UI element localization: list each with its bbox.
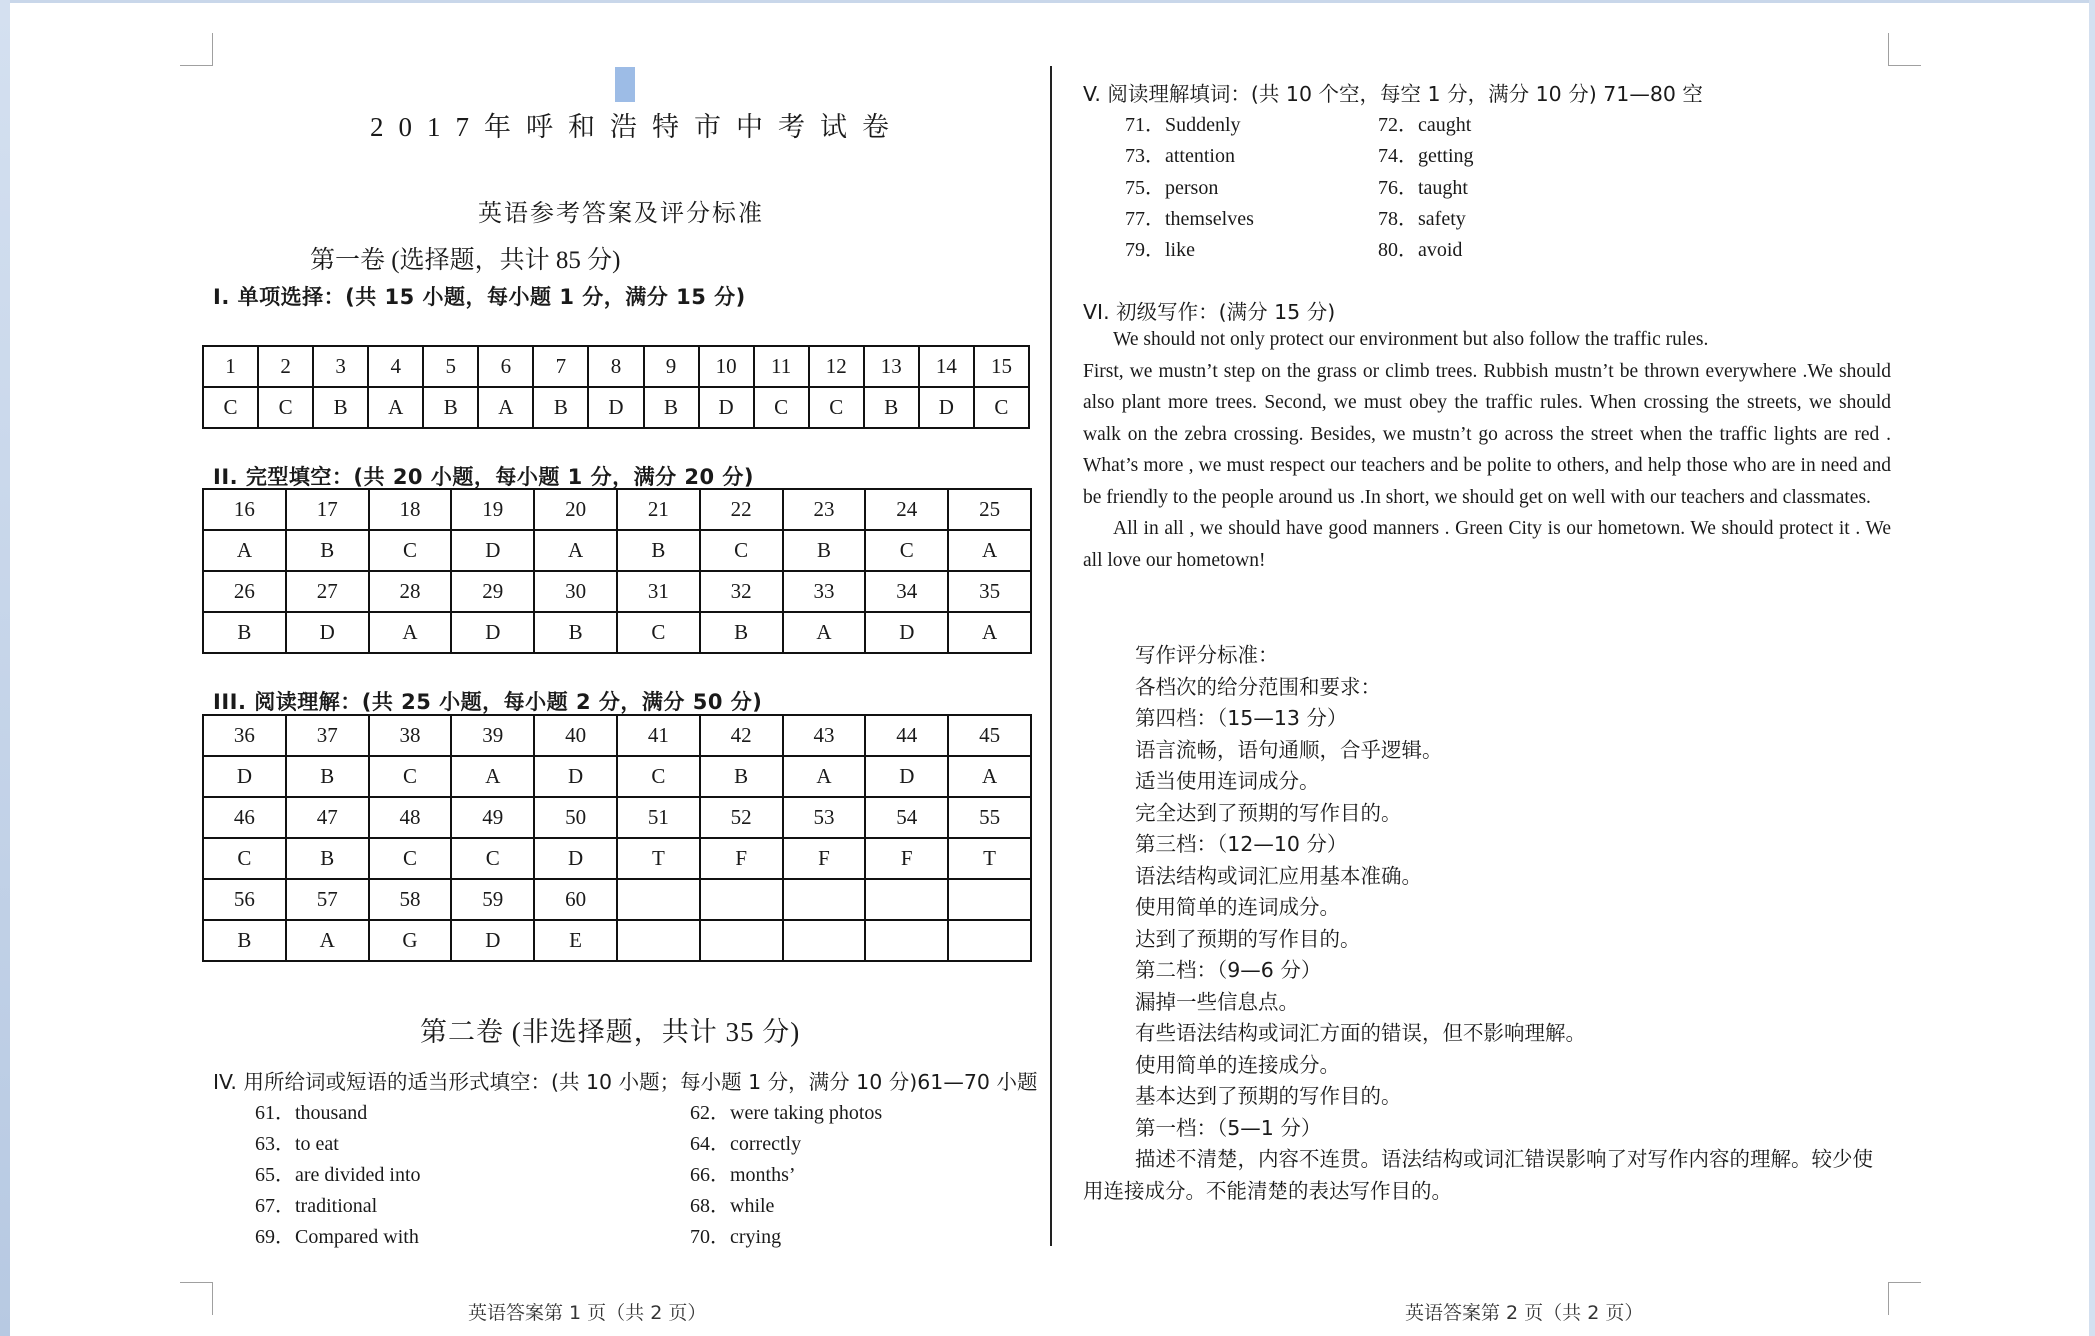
list-item: 70．crying bbox=[690, 1226, 782, 1248]
list-item: 80．avoid bbox=[1378, 239, 1463, 261]
criteria-line: 第一档：（5—1 分） bbox=[1135, 1115, 1322, 1140]
table-row bbox=[203, 879, 1031, 920]
list-item: 77．themselves bbox=[1125, 208, 1254, 230]
table-row bbox=[203, 387, 1029, 428]
table-cell: D bbox=[451, 612, 534, 653]
table-cell: C bbox=[369, 838, 452, 879]
table-cell: 24 bbox=[865, 489, 948, 530]
criteria-line: 语法结构或词汇应用基本准确。 bbox=[1135, 863, 1422, 888]
table-cell: G bbox=[369, 920, 452, 961]
table-cell bbox=[865, 920, 948, 961]
criteria-line: 使用简单的连接成分。 bbox=[1135, 1052, 1340, 1077]
table-cell: C bbox=[974, 387, 1029, 428]
table-cell: 2 bbox=[258, 346, 313, 387]
table-cell: 1 bbox=[203, 346, 258, 387]
table-cell: 53 bbox=[783, 797, 866, 838]
model-essay bbox=[1083, 324, 1891, 576]
table-cell: C bbox=[700, 530, 783, 571]
table-cell: 5 bbox=[423, 346, 478, 387]
table-cell: C bbox=[865, 530, 948, 571]
table-cell: B bbox=[700, 612, 783, 653]
table-cell: C bbox=[617, 612, 700, 653]
section-six-heading: VI. 初级写作：(满分 15 分) bbox=[1083, 300, 1336, 324]
table-cell: A bbox=[948, 612, 1031, 653]
table-cell: 26 bbox=[203, 571, 286, 612]
table-cell: 25 bbox=[948, 489, 1031, 530]
table-cell: B bbox=[644, 387, 699, 428]
table-cell: 18 bbox=[369, 489, 452, 530]
table-cell: 47 bbox=[286, 797, 369, 838]
table-cell: 35 bbox=[948, 571, 1031, 612]
table-cell: B bbox=[700, 756, 783, 797]
table-cell: D bbox=[286, 612, 369, 653]
table-cell: 6 bbox=[478, 346, 533, 387]
table-cell: 60 bbox=[534, 879, 617, 920]
list-item: 79．like bbox=[1125, 239, 1195, 261]
crop-mark-bottom-right bbox=[1888, 1282, 1921, 1315]
crop-mark-top-left bbox=[180, 33, 213, 66]
table-cell: 19 bbox=[451, 489, 534, 530]
table-cell: A bbox=[451, 756, 534, 797]
table-cell: B bbox=[313, 387, 368, 428]
table-cell: B bbox=[864, 387, 919, 428]
table-cell bbox=[700, 920, 783, 961]
table-cell: B bbox=[286, 756, 369, 797]
list-item: 76．taught bbox=[1378, 177, 1468, 199]
window-right-edge bbox=[2089, 0, 2095, 1336]
table-cell: T bbox=[948, 838, 1031, 879]
table-cell: C bbox=[258, 387, 313, 428]
table-row bbox=[203, 612, 1031, 653]
table-cell: 33 bbox=[783, 571, 866, 612]
table-cell: D bbox=[865, 756, 948, 797]
criteria-line: 完全达到了预期的写作目的。 bbox=[1135, 800, 1402, 825]
section-two-heading: II. 完型填空：(共 20 小题，每小题 1 分，满分 20 分) bbox=[213, 465, 755, 489]
list-item: 72．caught bbox=[1378, 114, 1472, 136]
table-cell: 21 bbox=[617, 489, 700, 530]
table-cell: B bbox=[203, 920, 286, 961]
table-cell: 40 bbox=[534, 715, 617, 756]
table-cell: B bbox=[783, 530, 866, 571]
table-cell: 45 bbox=[948, 715, 1031, 756]
window-left-edge bbox=[0, 0, 10, 1336]
table-cell: B bbox=[533, 387, 588, 428]
table-cell: A bbox=[478, 387, 533, 428]
section-one-heading: I. 单项选择：(共 15 小题，每小题 1 分，满分 15 分) bbox=[213, 285, 746, 309]
table-cell bbox=[865, 879, 948, 920]
list-item: 75．person bbox=[1125, 177, 1219, 199]
criteria-line: 第四档：（15—13 分） bbox=[1135, 706, 1348, 730]
table-cell: 52 bbox=[700, 797, 783, 838]
table-cell: C bbox=[754, 387, 809, 428]
crop-mark-bottom-left bbox=[180, 1282, 213, 1315]
table-cell: 11 bbox=[754, 346, 809, 387]
table-cell: 17 bbox=[286, 489, 369, 530]
section-five-heading: V. 阅读理解填词：(共 10 个空，每空 1 分，满分 10 分) 71—80 空 bbox=[1083, 82, 1703, 106]
table-cell: B bbox=[617, 530, 700, 571]
criteria-line: 第三档：（12—10 分） bbox=[1135, 832, 1348, 856]
table-cell: A bbox=[783, 612, 866, 653]
table-cell bbox=[617, 920, 700, 961]
table-cell: B bbox=[286, 530, 369, 571]
table-cell: 58 bbox=[369, 879, 452, 920]
table-cell: D bbox=[588, 387, 643, 428]
table-cell: 55 bbox=[948, 797, 1031, 838]
criteria-line: 有些语法结构或词汇方面的错误，但不影响理解。 bbox=[1135, 1021, 1586, 1045]
table-cell bbox=[783, 879, 866, 920]
table-cell: F bbox=[865, 838, 948, 879]
table-cell: 41 bbox=[617, 715, 700, 756]
table-cell: E bbox=[534, 920, 617, 961]
table-cell: B bbox=[286, 838, 369, 879]
table-row bbox=[203, 797, 1031, 838]
section-three-heading: III. 阅读理解：(共 25 小题，每小题 2 分，满分 50 分) bbox=[213, 690, 763, 714]
table-cell: 9 bbox=[644, 346, 699, 387]
criteria-line: 写作评分标准： bbox=[1135, 643, 1279, 667]
table-cell: D bbox=[534, 756, 617, 797]
table-cell: B bbox=[423, 387, 478, 428]
criteria-line: 各档次的给分范围和要求： bbox=[1135, 674, 1381, 699]
criteria-line: 描述不清楚，内容不连贯。语法结构或词汇错误影响了对写作内容的理解。较少使用连接成分。不能清楚的表达写作目的。 bbox=[1083, 1147, 1873, 1203]
table-cell: 29 bbox=[451, 571, 534, 612]
table-cell: F bbox=[700, 838, 783, 879]
table-cell: 15 bbox=[974, 346, 1029, 387]
table-cell: C bbox=[369, 530, 452, 571]
table-cell: 56 bbox=[203, 879, 286, 920]
table-cell: C bbox=[451, 838, 534, 879]
table-cell bbox=[783, 920, 866, 961]
table-cell: 23 bbox=[783, 489, 866, 530]
criteria-line: 达到了预期的写作目的。 bbox=[1135, 926, 1361, 951]
list-item: 69．Compared with bbox=[255, 1226, 419, 1248]
exam-subtitle: 英语参考答案及评分标准 bbox=[478, 201, 764, 227]
window-top-edge bbox=[0, 0, 2095, 3]
table-cell: 51 bbox=[617, 797, 700, 838]
table-cell: B bbox=[203, 612, 286, 653]
table-cell: 36 bbox=[203, 715, 286, 756]
table-cell: B bbox=[534, 612, 617, 653]
table-cell: T bbox=[617, 838, 700, 879]
table-cell bbox=[617, 879, 700, 920]
table-cell: A bbox=[286, 920, 369, 961]
table-cell: 10 bbox=[699, 346, 754, 387]
table-cell: D bbox=[534, 838, 617, 879]
table-cell: 27 bbox=[286, 571, 369, 612]
exam-title: 2017年呼和浩特市中考试卷 bbox=[370, 112, 904, 142]
page-two-footer: 英语答案第 2 页（共 2 页） bbox=[1405, 1302, 1644, 1324]
table-cell: D bbox=[919, 387, 974, 428]
table-cell: 34 bbox=[865, 571, 948, 612]
section-one-answer-table bbox=[202, 345, 1030, 429]
criteria-line: 适当使用连词成分。 bbox=[1135, 769, 1320, 793]
table-cell: C bbox=[203, 838, 286, 879]
table-cell: A bbox=[203, 530, 286, 571]
table-cell: 38 bbox=[369, 715, 452, 756]
table-cell: C bbox=[617, 756, 700, 797]
list-item: 68．while bbox=[690, 1195, 775, 1217]
table-cell: A bbox=[534, 530, 617, 571]
essay-paragraph: First, we mustn’t step on the grass or climb trees. Rubbish mustn’t be thrown everywhere .We should also plant more trees. Second, we must obey the traffic rules. When crossing the streets, we should walk on the zebra crossing. Besides, we mustn’t go across the street when the traffic lights are red . What’s more , we must respect our teachers and be polite to others, and help those who are in need and be friendly to the people around us .In short, we should get on well with our teachers and classmates. bbox=[1083, 360, 1891, 508]
text-cursor-selection[interactable] bbox=[615, 67, 635, 102]
table-cell: 4 bbox=[368, 346, 423, 387]
list-item: 67．traditional bbox=[255, 1195, 378, 1217]
list-item: 73．attention bbox=[1125, 145, 1235, 167]
criteria-line: 漏掉一些信息点。 bbox=[1135, 989, 1299, 1014]
table-cell: 28 bbox=[369, 571, 452, 612]
table-cell: 59 bbox=[451, 879, 534, 920]
table-row bbox=[203, 489, 1031, 530]
writing-criteria bbox=[1083, 640, 1893, 1207]
table-cell: D bbox=[451, 530, 534, 571]
table-cell: A bbox=[948, 530, 1031, 571]
section-three-answer-table bbox=[202, 714, 1032, 962]
table-cell: 48 bbox=[369, 797, 452, 838]
table-row bbox=[203, 756, 1031, 797]
table-row bbox=[203, 346, 1029, 387]
list-item: 78．safety bbox=[1378, 208, 1466, 230]
criteria-line: 语言流畅，语句通顺，合乎逻辑。 bbox=[1135, 737, 1443, 762]
table-cell: 50 bbox=[534, 797, 617, 838]
table-cell: D bbox=[699, 387, 754, 428]
list-item: 63．to eat bbox=[255, 1133, 339, 1155]
page-divider bbox=[1050, 66, 1052, 1246]
table-row bbox=[203, 530, 1031, 571]
table-cell: 31 bbox=[617, 571, 700, 612]
criteria-line: 使用简单的连词成分。 bbox=[1135, 895, 1340, 919]
list-item: 66．months’ bbox=[690, 1164, 796, 1186]
list-item: 65．are divided into bbox=[255, 1164, 421, 1186]
table-cell: 8 bbox=[588, 346, 643, 387]
table-cell: A bbox=[783, 756, 866, 797]
table-row bbox=[203, 571, 1031, 612]
table-cell: D bbox=[865, 612, 948, 653]
table-cell: F bbox=[783, 838, 866, 879]
section-four-heading: IV. 用所给词或短语的适当形式填空：(共 10 小题；每小题 1 分，满分 10 分)61—70 小题 bbox=[213, 1070, 1038, 1094]
page-one-footer: 英语答案第 1 页（共 2 页） bbox=[468, 1302, 707, 1324]
volume-two-heading: 第二卷 (非选择题，共计 35 分) bbox=[420, 1017, 801, 1047]
table-cell: 12 bbox=[809, 346, 864, 387]
criteria-line: 基本达到了预期的写作目的。 bbox=[1135, 1084, 1402, 1108]
table-cell bbox=[948, 920, 1031, 961]
table-cell: 43 bbox=[783, 715, 866, 756]
table-cell: 16 bbox=[203, 489, 286, 530]
table-cell: 14 bbox=[919, 346, 974, 387]
table-cell: 46 bbox=[203, 797, 286, 838]
table-cell: 20 bbox=[534, 489, 617, 530]
list-item: 61．thousand bbox=[255, 1102, 368, 1124]
table-cell: 54 bbox=[865, 797, 948, 838]
table-cell: 30 bbox=[534, 571, 617, 612]
criteria-line: 第二档：（9—6 分） bbox=[1135, 958, 1322, 982]
table-row bbox=[203, 838, 1031, 879]
table-cell: 22 bbox=[700, 489, 783, 530]
table-cell: C bbox=[809, 387, 864, 428]
table-cell: 42 bbox=[700, 715, 783, 756]
volume-one-heading: 第一卷 (选择题，共计 85 分) bbox=[310, 247, 621, 274]
table-cell: 7 bbox=[533, 346, 588, 387]
list-item: 71．Suddenly bbox=[1125, 114, 1241, 136]
table-cell: 57 bbox=[286, 879, 369, 920]
table-cell: C bbox=[369, 756, 452, 797]
section-two-answer-table bbox=[202, 488, 1032, 654]
table-row bbox=[203, 920, 1031, 961]
table-cell: 3 bbox=[313, 346, 368, 387]
table-cell: A bbox=[948, 756, 1031, 797]
table-cell: 49 bbox=[451, 797, 534, 838]
table-cell bbox=[948, 879, 1031, 920]
table-cell: A bbox=[368, 387, 423, 428]
list-item: 62．were taking photos bbox=[690, 1102, 883, 1124]
table-cell: A bbox=[369, 612, 452, 653]
table-cell: 39 bbox=[451, 715, 534, 756]
essay-paragraph: We should not only protect our environment but also follow the traffic rules. bbox=[1113, 329, 1709, 350]
table-cell: 13 bbox=[864, 346, 919, 387]
table-cell: D bbox=[203, 756, 286, 797]
table-cell: 37 bbox=[286, 715, 369, 756]
table-cell: D bbox=[451, 920, 534, 961]
table-cell: 44 bbox=[865, 715, 948, 756]
list-item: 74．getting bbox=[1378, 145, 1474, 167]
essay-paragraph: All in all , we should have good manners . Green City is our hometown. We should protect it . We all love our hometown! bbox=[1083, 518, 1891, 571]
table-row bbox=[203, 715, 1031, 756]
table-cell: 32 bbox=[700, 571, 783, 612]
table-cell: C bbox=[203, 387, 258, 428]
list-item: 64．correctly bbox=[690, 1133, 802, 1155]
table-cell bbox=[700, 879, 783, 920]
crop-mark-top-right bbox=[1888, 33, 1921, 66]
